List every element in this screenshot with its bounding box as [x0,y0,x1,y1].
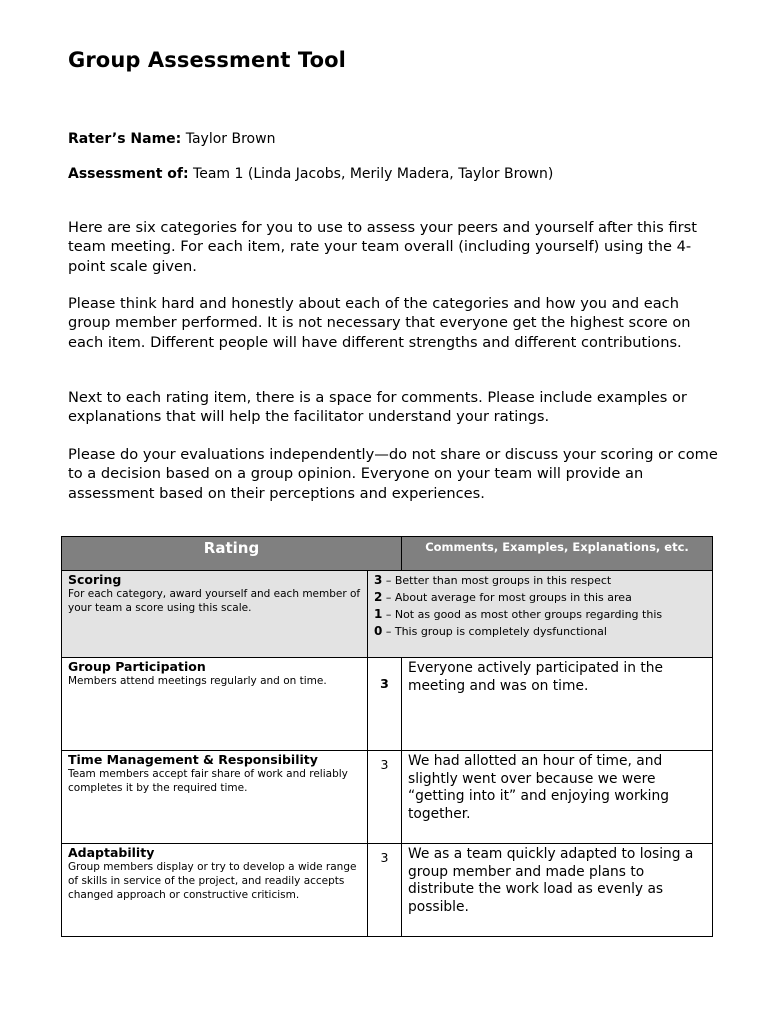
intro-paragraph-2: Please think hard and honestly about each of the categories and how you and each group member performed. It is not necessary that everyone get the highest score on each item. Different people will have different strengths and different contributions. [68,295,691,351]
category-name: Adaptability [68,845,155,860]
score-value: 3 [368,658,402,751]
rater-name: Taylor Brown [185,131,276,147]
score-value: 3 [368,844,402,937]
table-row [62,751,713,844]
assessment-line [68,166,553,182]
category-desc: Team members accept fair share of work and reliably completes it by the required time. [68,768,348,794]
scale-item: 1 – Not as good as most other groups regarding this [374,607,663,621]
scoring-row [62,571,713,658]
intro-paragraph-4: Please do your evaluations independently—do not share or discuss your scoring or come to a decision based on a group opinion. Everyone on your team will provide an assessment based on their perceptions and experiences. [68,446,718,502]
intro-paragraph-1: Here are six categories for you to use to assess your peers and yourself after this first team meeting. For each item, rate your team overall (including yourself) using the 4-point scale given. [68,219,697,275]
category-name: Time Management & Responsibility [68,752,318,767]
score-value: 3 [368,751,402,844]
rater-line [68,131,275,147]
category-cell [62,658,368,751]
category-cell [62,844,368,937]
rater-label: Rater’s Name: [68,131,182,147]
assessment-label: Assessment of: [68,166,189,182]
category-desc: Group members display or try to develop a wide range of skills in service of the project, and readily accepts changed approach or constructive criticism. [68,861,357,901]
table-row [62,658,713,751]
comment-text: We had allotted an hour of time, and slightly went over because we were “getting into it” and enjoying working together. [402,751,713,844]
assessment-table [61,536,713,937]
scoring-title: Scoring [68,572,122,587]
scoring-cell [62,571,368,658]
scale-item: 2 – About average for most groups in this area [374,590,632,604]
page-title: Group Assessment Tool [68,48,346,72]
category-cell [62,751,368,844]
scale-item: 0 – This group is completely dysfunctional [374,624,607,638]
intro-paragraph-3: Next to each rating item, there is a space for comments. Please include examples or explanations that will help the facilitator understand your ratings. [68,389,687,426]
assessment-value: Team 1 (Linda Jacobs, Merily Madera, Taylor Brown) [193,166,554,182]
table-header-row [62,537,713,571]
comment-text: Everyone actively participated in the meeting and was on time. [402,658,713,751]
category-name: Group Participation [68,659,206,674]
category-desc: Members attend meetings regularly and on time. [68,675,327,687]
comment-text: We as a team quickly adapted to losing a group member and made plans to distribute the work load as evenly as possible. [402,844,713,937]
scale-cell [368,571,713,658]
scale-item: 3 – Better than most groups in this respect [374,573,612,587]
header-comments: Comments, Examples, Explanations, etc. [402,537,713,571]
table-row [62,844,713,937]
scoring-desc: For each category, award yourself and each member of your team a score using this scale. [68,588,361,614]
header-rating: Rating [62,537,402,571]
